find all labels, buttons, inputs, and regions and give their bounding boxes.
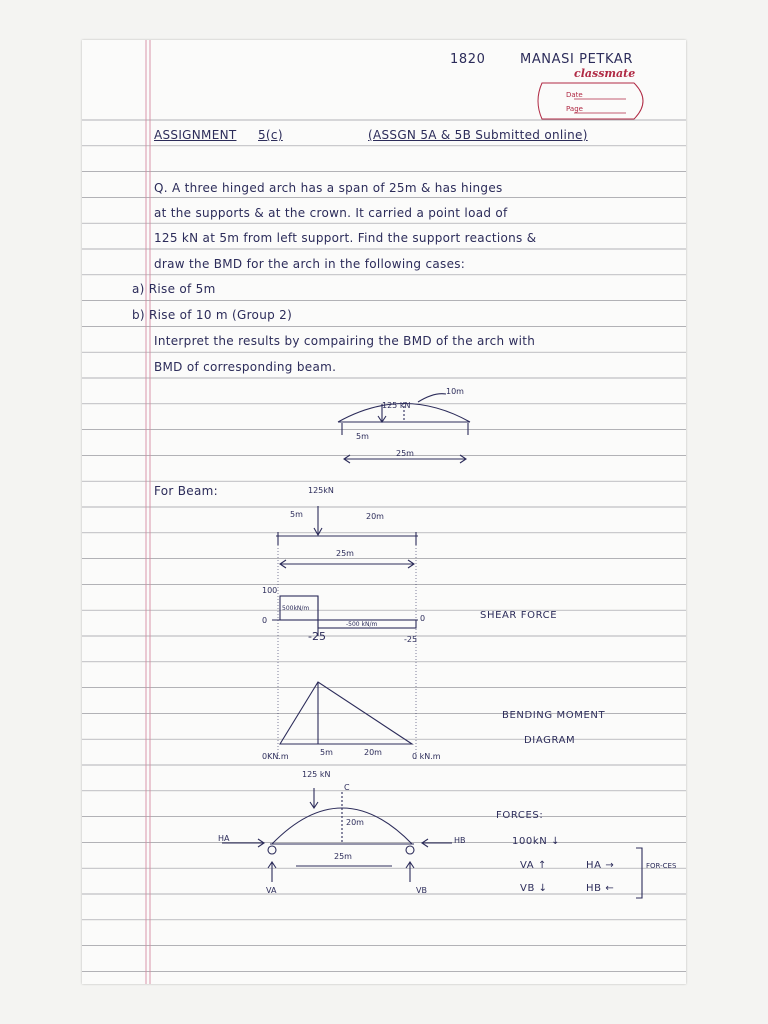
roll-number: 1820 — [450, 52, 486, 67]
vb-label: VB — [416, 886, 427, 895]
arch-rise-label: 10m — [446, 387, 464, 396]
forces-rise-label: 20m — [346, 818, 364, 827]
brand-logo-text: classmate — [574, 67, 636, 80]
crown-label: C — [344, 783, 350, 792]
arch-span-label: 25m — [396, 449, 414, 458]
question-line: b) Rise of 10 m (Group 2) — [132, 308, 293, 322]
shear-force-diagram — [272, 596, 418, 636]
assignment-number: 5(c) — [258, 128, 283, 142]
forces-va: VA ↑ — [520, 860, 547, 871]
date-label: Date — [566, 91, 583, 99]
question-line: Interpret the results by compairing the BMD of the arch with — [154, 334, 536, 348]
bmd-left-label: 0KN.m — [262, 752, 289, 761]
bmd-title-2: DIAGRAM — [524, 735, 576, 746]
bmd-mid-label: 5m — [320, 748, 333, 757]
forces-span-label: 25m — [334, 852, 352, 861]
forces-line-1: 100kN ↓ — [512, 836, 561, 847]
question-line: 125 kN at 5m from left support. Find the support reactions & — [154, 231, 537, 245]
ha-label: HA — [218, 834, 230, 843]
hand-drawn-diagrams — [82, 40, 686, 984]
forces-figure — [222, 788, 642, 898]
question-line: at the supports & at the crown. It carried a point load of — [154, 206, 508, 220]
student-name: MANASI PETKAR — [520, 52, 633, 67]
forces-ha: HA → — [586, 860, 615, 871]
sfd-left-zero: 0 — [262, 616, 268, 625]
forces-vb: VB ↓ — [520, 883, 548, 894]
page-label: Page — [566, 105, 583, 113]
sfd-bottom-right: -25 — [404, 635, 418, 644]
assignment-note: (ASSGN 5A & 5B Submitted online) — [368, 128, 588, 142]
bmd-right-dim: 20m — [364, 748, 382, 757]
sfd-right-zero: 0 — [420, 614, 426, 623]
beam-span-label: 25m — [336, 549, 354, 558]
sfd-top-value: 100 — [262, 586, 278, 595]
forces-bracket-label: FOR-CES — [646, 862, 677, 870]
beam-load-label: 125kN — [308, 486, 334, 495]
assignment-title: ASSIGNMENT — [154, 128, 237, 142]
beam-right-dim: 20m — [366, 512, 384, 521]
forces-load-label: 125 kN — [302, 770, 331, 779]
va-label: VA — [266, 886, 277, 895]
notebook-page — [82, 40, 686, 984]
question-line: a) Rise of 5m — [132, 282, 216, 296]
beam-left-dim: 5m — [290, 510, 303, 519]
question-line: draw the BMD for the arch in the following cases: — [154, 257, 466, 271]
arch-load-label: 125 kN — [382, 401, 411, 410]
beam-heading: For Beam: — [154, 484, 218, 498]
forces-title: FORCES: — [496, 810, 544, 821]
bmd-right-label: 0 kN.m — [412, 752, 441, 761]
bending-moment-diagram — [280, 682, 412, 744]
sfd-bottom-mid: -25 — [308, 630, 326, 643]
sfd-title: SHEAR FORCE — [480, 610, 558, 621]
question-line: Q. A three hinged arch has a span of 25m & has hinges — [154, 181, 503, 195]
bmd-title-1: BENDING MOMENT — [502, 710, 606, 721]
hb-label: HB — [454, 836, 466, 845]
forces-hb: HB ← — [586, 883, 615, 894]
sfd-right-text: -500 kN/m — [346, 621, 378, 628]
sfd-left-text: 500kN/m — [282, 605, 310, 612]
arch-distance-label: 5m — [356, 432, 369, 441]
question-line: BMD of corresponding beam. — [154, 360, 337, 374]
